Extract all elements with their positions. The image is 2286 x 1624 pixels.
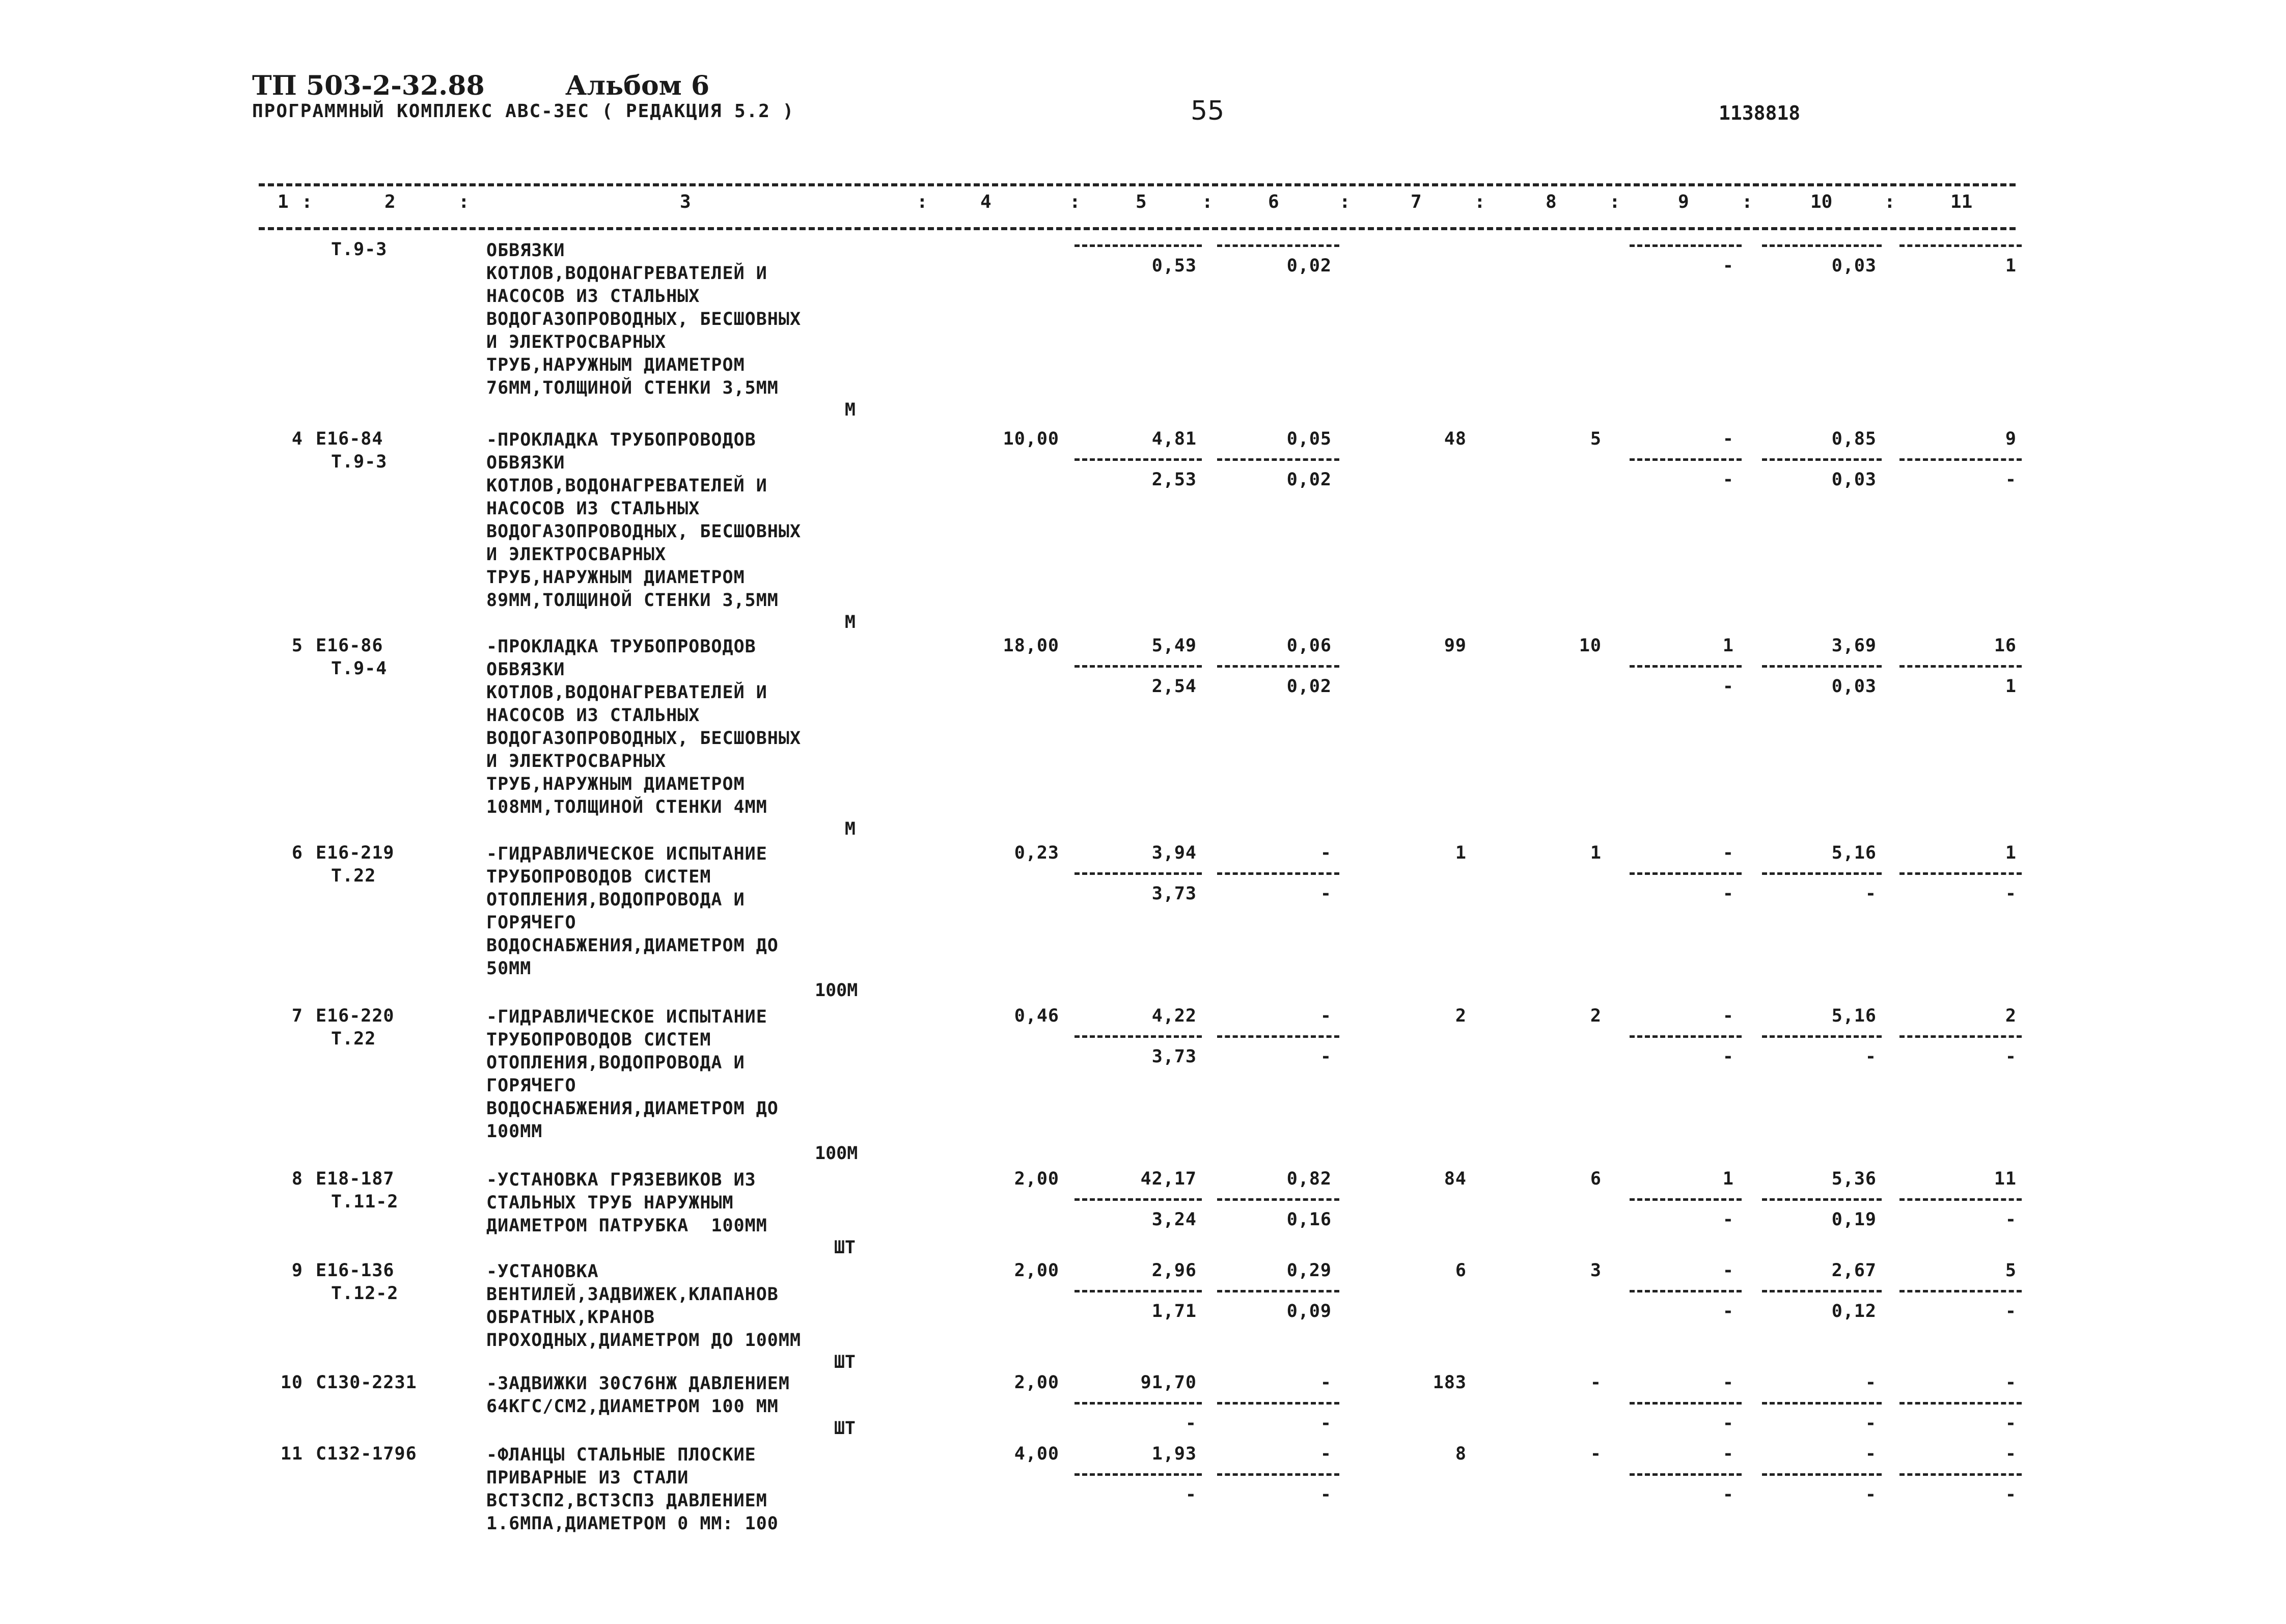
price-code: С132-1796 (316, 1444, 417, 1464)
row-number: 8 (291, 1169, 303, 1189)
machine-cost: 0,05 (1286, 429, 1332, 449)
value-col10: 5,36 (1831, 1169, 1877, 1189)
column-separator: : (301, 191, 313, 212)
album-label: Альбом 6 (565, 70, 710, 101)
price-reference: Т.9-4 (331, 658, 388, 679)
column-number: 6 (1268, 191, 1279, 212)
column-separator: : (1339, 191, 1351, 212)
value-col10-bottom: 0,19 (1831, 1209, 1877, 1230)
unit-of-measure: ШТ (834, 1352, 856, 1372)
value-col9-bottom: - (1722, 1301, 1734, 1322)
table-top-rule (259, 183, 2016, 186)
cost-total: 5,49 (1151, 636, 1197, 656)
value-col11: 9 (2005, 429, 2017, 449)
quantity: 0,46 (1014, 1006, 1059, 1026)
total-cost: 6 (1455, 1260, 1467, 1281)
column-number: 8 (1546, 191, 1557, 212)
labor-cost: 3 (1590, 1260, 1602, 1281)
quantity: 4,00 (1014, 1444, 1059, 1464)
fraction-divider (1075, 872, 1202, 875)
machine-wages: - (1320, 1047, 1332, 1067)
value-col11: - (2005, 1372, 2017, 1393)
column-separator: : (917, 191, 928, 212)
fraction-divider (1762, 1402, 1882, 1405)
cost-total: 2,96 (1151, 1260, 1197, 1281)
unit-of-measure: ШТ (834, 1418, 856, 1439)
fraction-divider (1075, 665, 1202, 668)
value-col11-bottom: 1 (2005, 676, 2017, 697)
quantity: 18,00 (1003, 636, 1059, 656)
machine-wages: 0,16 (1286, 1209, 1332, 1230)
fraction-divider (1217, 244, 1339, 247)
fraction-divider (1762, 1198, 1882, 1201)
column-number: 2 (384, 191, 396, 212)
cost-wages: 2,54 (1151, 676, 1197, 697)
fraction-divider (1762, 1473, 1882, 1476)
price-code: С130-2231 (316, 1372, 417, 1393)
price-code: Е18-187 (316, 1169, 395, 1189)
row-number: 9 (291, 1260, 303, 1281)
value-col9-bottom: - (1722, 1209, 1734, 1230)
value-col11-bottom: - (2005, 1413, 2017, 1434)
cost-wages: 3,24 (1151, 1209, 1197, 1230)
cost-wages: - (1185, 1413, 1197, 1434)
price-code: Е16-136 (316, 1260, 395, 1281)
value-col11: 2 (2005, 1006, 2017, 1026)
work-description: ОБВЯЗКИ КОТЛОВ,ВОДОНАГРЕВАТЕЛЕЙ И НАСОСОВ ИЗ СТАЛЬНЫХ ВОДОГАЗОПРОВОДНЫХ, БЕСШОВНЫХ И ЭЛЕКТРОСВАРНЫХ ТРУБ,НАРУЖНЫМ ДИАМЕТРОМ 76ММ,ТОЛЩИНОЙ СТЕНКИ 3,5ММ (486, 240, 802, 398)
cost-total: 4,81 (1151, 429, 1197, 449)
value-col9-bottom: - (1722, 470, 1734, 490)
unit-of-measure: 100М (815, 1143, 858, 1164)
machine-wages: - (1320, 884, 1332, 904)
unit-of-measure: 100М (815, 980, 858, 1001)
value-col11-bottom: - (2005, 470, 2017, 490)
value-col10-bottom: - (1865, 1047, 1877, 1067)
quantity: 2,00 (1014, 1260, 1059, 1281)
document-number: 1138818 (1719, 102, 1801, 124)
fraction-divider (1630, 1473, 1742, 1476)
machine-cost: 0,82 (1286, 1169, 1332, 1189)
quantity: 10,00 (1003, 429, 1059, 449)
labor-cost: 10 (1579, 636, 1602, 656)
quantity: 0,23 (1014, 843, 1059, 863)
value-col10: - (1865, 1372, 1877, 1393)
value-col9-bottom: - (1722, 676, 1734, 697)
machine-wages: 0,02 (1286, 470, 1332, 490)
labor-cost: - (1590, 1444, 1602, 1464)
fraction-divider (1899, 1473, 2022, 1476)
work-description: -УСТАНОВКА ГРЯЗЕВИКОВ ИЗ СТАЛЬНЫХ ТРУБ НАРУЖНЫМ ДИАМЕТРОМ ПАТРУБКА 100ММ (486, 1170, 767, 1236)
fraction-divider (1899, 1290, 2022, 1292)
column-number-header (0, 191, 2286, 222)
table-header-rule (259, 227, 2016, 230)
fraction-divider (1762, 458, 1882, 461)
value-col10-bottom: - (1865, 1484, 1877, 1505)
column-separator: : (1474, 191, 1485, 212)
value-col9-bottom: - (1722, 1413, 1734, 1434)
value-col10: - (1865, 1444, 1877, 1464)
value-col10: 0,85 (1831, 429, 1877, 449)
value-col10-bottom: 0,12 (1831, 1301, 1877, 1322)
value-col11: 5 (2005, 1260, 2017, 1281)
labor-cost: - (1590, 1372, 1602, 1393)
value-col11: 16 (1994, 636, 2017, 656)
total-cost: 1 (1455, 843, 1467, 863)
value-col9-bottom: - (1722, 1047, 1734, 1067)
value-col9: - (1722, 1372, 1734, 1393)
row-number: 11 (280, 1444, 303, 1464)
work-description: -ФЛАНЦЫ СТАЛЬНЫЕ ПЛОСКИЕ ПРИВАРНЫЕ ИЗ СТАЛИ ВСТ3СП2,ВСТ3СП3 ДАВЛЕНИЕМ 1.6МПА,ДИАМЕТРОМ 0 ММ: 100 (486, 1445, 779, 1534)
value-col9: - (1722, 1444, 1734, 1464)
value-col10: 3,69 (1831, 636, 1877, 656)
total-cost: 8 (1455, 1444, 1467, 1464)
value-col11-bottom: - (2005, 1047, 2017, 1067)
fraction-divider (1217, 872, 1339, 875)
value-col9: - (1722, 843, 1734, 863)
fraction-divider (1217, 1473, 1339, 1476)
machine-cost: - (1320, 843, 1332, 863)
machine-wages: 0,09 (1286, 1301, 1332, 1322)
machine-cost: - (1320, 1444, 1332, 1464)
value-col11-bottom: - (2005, 1301, 2017, 1322)
fraction-divider (1899, 244, 2022, 247)
cost-total: 1,93 (1151, 1444, 1197, 1464)
fraction-divider (1630, 665, 1742, 668)
cost-wages: 0,53 (1151, 256, 1197, 276)
fraction-divider (1899, 665, 2022, 668)
fraction-divider (1217, 1290, 1339, 1292)
fraction-divider (1762, 1290, 1882, 1292)
fraction-divider (1899, 1198, 2022, 1201)
column-separator: : (1202, 191, 1213, 212)
column-separator: : (1069, 191, 1081, 212)
unit-of-measure: М (844, 400, 856, 420)
machine-cost: 0,29 (1286, 1260, 1332, 1281)
value-col11: 11 (1994, 1169, 2017, 1189)
price-code: Е16-219 (316, 843, 395, 863)
fraction-divider (1762, 665, 1882, 668)
total-cost: 183 (1433, 1372, 1467, 1393)
value-col9-bottom: - (1722, 256, 1734, 276)
fraction-divider (1075, 1198, 1202, 1201)
fraction-divider (1075, 1290, 1202, 1292)
cost-total: 3,94 (1151, 843, 1197, 863)
fraction-divider (1630, 1290, 1742, 1292)
price-reference: Т.22 (331, 1029, 376, 1049)
price-code: Е16-86 (316, 636, 383, 656)
labor-cost: 2 (1590, 1006, 1602, 1026)
quantity: 2,00 (1014, 1372, 1059, 1393)
unit-of-measure: ШТ (834, 1237, 856, 1258)
unit-of-measure: М (844, 612, 856, 632)
work-description: -ЗАДВИЖКИ 30С76НЖ ДАВЛЕНИЕМ 64КГС/СМ2,ДИАМЕТРОМ 100 ММ (486, 1373, 790, 1417)
cost-total: 91,70 (1140, 1372, 1197, 1393)
value-col10: 5,16 (1831, 1006, 1877, 1026)
work-description: -ГИДРАВЛИЧЕСКОЕ ИСПЫТАНИЕ ТРУБОПРОВОДОВ СИСТЕМ ОТОПЛЕНИЯ,ВОДОПРОВОДА И ГОРЯЧЕГО ВОДОСНАБЖЕНИЯ,ДИАМЕТРОМ ДО 100ММ (486, 1007, 779, 1142)
fraction-divider (1630, 1198, 1742, 1201)
value-col9: - (1722, 429, 1734, 449)
column-separator: : (1742, 191, 1753, 212)
column-number: 5 (1136, 191, 1147, 212)
fraction-divider (1217, 1035, 1339, 1038)
fraction-divider (1630, 244, 1742, 247)
value-col10-bottom: 0,03 (1831, 470, 1877, 490)
value-col11: 1 (2005, 843, 2017, 863)
fraction-divider (1630, 458, 1742, 461)
value-col9-bottom: - (1722, 884, 1734, 904)
fraction-divider (1075, 458, 1202, 461)
price-reference: Т.12-2 (331, 1283, 399, 1304)
row-number: 4 (291, 429, 303, 449)
cost-total: 42,17 (1140, 1169, 1197, 1189)
value-col10-bottom: - (1865, 1413, 1877, 1434)
price-reference: Т.9-3 (331, 452, 388, 472)
fraction-divider (1630, 1402, 1742, 1405)
cost-wages: 3,73 (1151, 884, 1197, 904)
value-col10-bottom: 0,03 (1831, 676, 1877, 697)
price-reference: Т.22 (331, 866, 376, 886)
cost-wages: 3,73 (1151, 1047, 1197, 1067)
fraction-divider (1899, 458, 2022, 461)
fraction-divider (1217, 665, 1339, 668)
column-number: 4 (980, 191, 991, 212)
price-code: Е16-220 (316, 1006, 395, 1026)
value-col9: 1 (1722, 636, 1734, 656)
fraction-divider (1075, 1035, 1202, 1038)
labor-cost: 5 (1590, 429, 1602, 449)
cost-wages: 1,71 (1151, 1301, 1197, 1322)
machine-cost: - (1320, 1372, 1332, 1393)
column-number: 3 (680, 191, 691, 212)
value-col10-bottom: - (1865, 884, 1877, 904)
work-description: -ГИДРАВЛИЧЕСКОЕ ИСПЫТАНИЕ ТРУБОПРОВОДОВ СИСТЕМ ОТОПЛЕНИЯ,ВОДОПРОВОДА И ГОРЯЧЕГО ВОДОСНАБЖЕНИЯ,ДИАМЕТРОМ ДО 50ММ (486, 844, 779, 979)
cost-wages: - (1185, 1484, 1197, 1505)
row-number: 5 (291, 636, 303, 656)
value-col9: - (1722, 1006, 1734, 1026)
value-col10: 2,67 (1831, 1260, 1877, 1281)
column-separator: : (1609, 191, 1620, 212)
total-cost: 48 (1444, 429, 1467, 449)
fraction-divider (1630, 1035, 1742, 1038)
machine-cost: - (1320, 1006, 1332, 1026)
row-number: 6 (291, 843, 303, 863)
column-number: 1 (278, 191, 289, 212)
price-reference: Т.11-2 (331, 1192, 399, 1212)
fraction-divider (1762, 244, 1882, 247)
machine-wages: 0,02 (1286, 256, 1332, 276)
fraction-divider (1217, 458, 1339, 461)
value-col10: 5,16 (1831, 843, 1877, 863)
value-col11: - (2005, 1444, 2017, 1464)
work-description: -ПРОКЛАДКА ТРУБОПРОВОДОВ ОБВЯЗКИ КОТЛОВ,ВОДОНАГРЕВАТЕЛЕЙ И НАСОСОВ ИЗ СТАЛЬНЫХ ВОДОГАЗОПРОВОДНЫХ, БЕСШОВНЫХ И ЭЛЕКТРОСВАРНЫХ ТРУБ,НАРУЖНЫМ ДИАМЕТРОМ 108ММ,ТОЛЩИНОЙ СТЕНКИ 4ММ (486, 637, 802, 817)
value-col11-bottom: 1 (2005, 256, 2017, 276)
column-number: 7 (1411, 191, 1422, 212)
value-col10-bottom: 0,03 (1831, 256, 1877, 276)
cost-total: 4,22 (1151, 1006, 1197, 1026)
work-description: -УСТАНОВКА ВЕНТИЛЕЙ,ЗАДВИЖЕК,КЛАПАНОВ ОБРАТНЫХ,КРАНОВ ПРОХОДНЫХ,ДИАМЕТРОМ ДО 100ММ (486, 1261, 802, 1351)
fraction-divider (1075, 1473, 1202, 1476)
program-line: ПРОГРАММНЫЙ КОМПЛЕКС АВС-ЗЕС ( РЕДАКЦИЯ 5.2 ) (252, 101, 795, 122)
document-code: ТП 503-2-32.88 (252, 70, 485, 101)
fraction-divider (1899, 1035, 2022, 1038)
row-number: 10 (280, 1372, 303, 1393)
fraction-divider (1217, 1198, 1339, 1201)
column-number: 11 (1950, 191, 1973, 212)
total-cost: 99 (1444, 636, 1467, 656)
fraction-divider (1075, 244, 1202, 247)
price-reference: Т.9-3 (331, 239, 388, 260)
quantity: 2,00 (1014, 1169, 1059, 1189)
labor-cost: 1 (1590, 843, 1602, 863)
fraction-divider (1899, 1402, 2022, 1405)
labor-cost: 6 (1590, 1169, 1602, 1189)
machine-wages: 0,02 (1286, 676, 1332, 697)
value-col11-bottom: - (2005, 1209, 2017, 1230)
page-number: 55 (1191, 96, 1225, 126)
column-number: 10 (1810, 191, 1833, 212)
total-cost: 2 (1455, 1006, 1467, 1026)
column-separator: : (458, 191, 470, 212)
machine-cost: 0,06 (1286, 636, 1332, 656)
fraction-divider (1762, 872, 1882, 875)
total-cost: 84 (1444, 1169, 1467, 1189)
value-col9-bottom: - (1722, 1484, 1734, 1505)
value-col11-bottom: - (2005, 884, 2017, 904)
cost-wages: 2,53 (1151, 470, 1197, 490)
column-number: 9 (1678, 191, 1689, 212)
work-description: -ПРОКЛАДКА ТРУБОПРОВОДОВ ОБВЯЗКИ КОТЛОВ,ВОДОНАГРЕВАТЕЛЕЙ И НАСОСОВ ИЗ СТАЛЬНЫХ ВОДОГАЗОПРОВОДНЫХ, БЕСШОВНЫХ И ЭЛЕКТРОСВАРНЫХ ТРУБ,НАРУЖНЫМ ДИАМЕТРОМ 89ММ,ТОЛЩИНОЙ СТЕНКИ 3,5ММ (486, 430, 802, 611)
value-col11-bottom: - (2005, 1484, 2017, 1505)
value-col9: - (1722, 1260, 1734, 1281)
column-separator: : (1884, 191, 1895, 212)
value-col9: 1 (1722, 1169, 1734, 1189)
machine-wages: - (1320, 1413, 1332, 1434)
machine-wages: - (1320, 1484, 1332, 1505)
price-code: Е16-84 (316, 429, 383, 449)
fraction-divider (1075, 1402, 1202, 1405)
fraction-divider (1899, 872, 2022, 875)
fraction-divider (1630, 872, 1742, 875)
unit-of-measure: М (844, 819, 856, 839)
fraction-divider (1762, 1035, 1882, 1038)
fraction-divider (1217, 1402, 1339, 1405)
row-number: 7 (291, 1006, 303, 1026)
